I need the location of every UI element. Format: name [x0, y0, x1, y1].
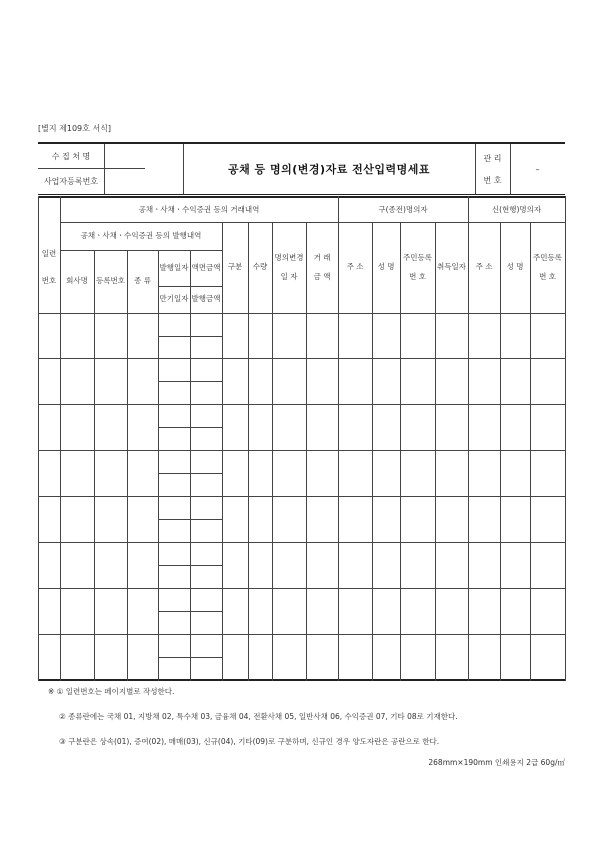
acquisition-date-header: 취득일자	[437, 262, 466, 272]
old-owner-group-header: 구(종전)명의자	[378, 204, 428, 214]
new-name-header: 성 명	[506, 262, 524, 272]
table-row[interactable]	[39, 405, 565, 450]
name-change-date-header-line1: 명의변경	[274, 252, 304, 262]
old-resident-number-header	[400, 222, 435, 313]
mgmt-number-label-bottom: 번 호	[483, 175, 502, 185]
table-row[interactable]	[39, 314, 565, 358]
mgmt-number-label-top: 관 리	[483, 153, 502, 163]
table-row[interactable]	[39, 543, 565, 588]
new-resident-number-header-line2: 번 호	[539, 271, 556, 281]
serial-number-header-bottom: 번호	[41, 275, 57, 285]
trade-amount-header-line1: 거 래	[313, 252, 331, 262]
new-resident-number-header-line1: 주민등록	[533, 252, 562, 262]
issue-group-header: 공채ㆍ사채ㆍ수익증권 등의 발행내역	[80, 230, 202, 240]
new-resident-number-header	[530, 222, 565, 313]
face-amount-header: 액면금액	[191, 262, 221, 272]
business-reg-label: 사업자등록번호	[43, 176, 99, 186]
table-row[interactable]	[39, 451, 565, 496]
form-label: [별지 제109호 서식]	[38, 124, 111, 133]
quantity-header: 수량	[252, 262, 268, 272]
transaction-group-header: 공채ㆍ사채ㆍ수익증권 등의 거래내역	[138, 204, 260, 214]
serial-number-header	[38, 222, 60, 313]
collector-name-label: 수 집 처 명	[51, 151, 91, 161]
old-resident-number-header-line2: 번 호	[409, 271, 426, 281]
serial-number-header-top: 일련	[41, 248, 57, 258]
table-row[interactable]	[39, 635, 565, 679]
maturity-date-header: 만기일자	[159, 294, 189, 304]
table-row[interactable]	[39, 359, 565, 404]
old-address-header: 주 소	[346, 262, 364, 272]
category-header: 구분	[227, 262, 243, 272]
trade-amount-header	[306, 222, 338, 313]
table-row[interactable]	[39, 497, 565, 542]
reg-number-header: 등록번호	[96, 276, 125, 286]
issue-date-header: 발행일자	[159, 262, 189, 272]
issue-amount-header: 발행금액	[191, 294, 221, 304]
table-row[interactable]	[39, 589, 565, 634]
document-title: 공채 등 명의(변경)자료 전산입력명세표	[227, 163, 431, 176]
mgmt-number-value[interactable]: –	[535, 164, 540, 174]
paper-spec-footer: 268mm×190mm 인쇄용지 2급 60g/㎡	[428, 758, 565, 767]
note-3: ③ 구분란은 상속(01), 증여(02), 매매(03), 신규(04), 기타(09)로 구분하며, 신규인 경우 양도자란은 공란으로 한다.	[59, 737, 440, 746]
old-name-header: 성 명	[377, 262, 395, 272]
note-2: ② 종류란에는 국채 01, 지방채 02, 특수채 03, 금융채 04, 전환사채 05, 일반사채 06, 수익증권 07, 기타 08로 기재한다.	[59, 712, 458, 721]
name-change-date-header-line2: 일 자	[280, 271, 298, 281]
trade-amount-header-line2: 금 액	[313, 271, 331, 281]
company-name-header: 회사명	[66, 276, 88, 286]
old-resident-number-header-line1: 주민등록	[403, 252, 432, 262]
kind-header: 종 류	[134, 276, 151, 286]
new-address-header: 주 소	[475, 262, 493, 272]
name-change-date-header	[272, 222, 306, 313]
note-1: ※ ① 일련번호는 페이지별로 작성한다.	[48, 687, 175, 696]
new-owner-group-header: 신(현행)명의자	[491, 204, 542, 214]
